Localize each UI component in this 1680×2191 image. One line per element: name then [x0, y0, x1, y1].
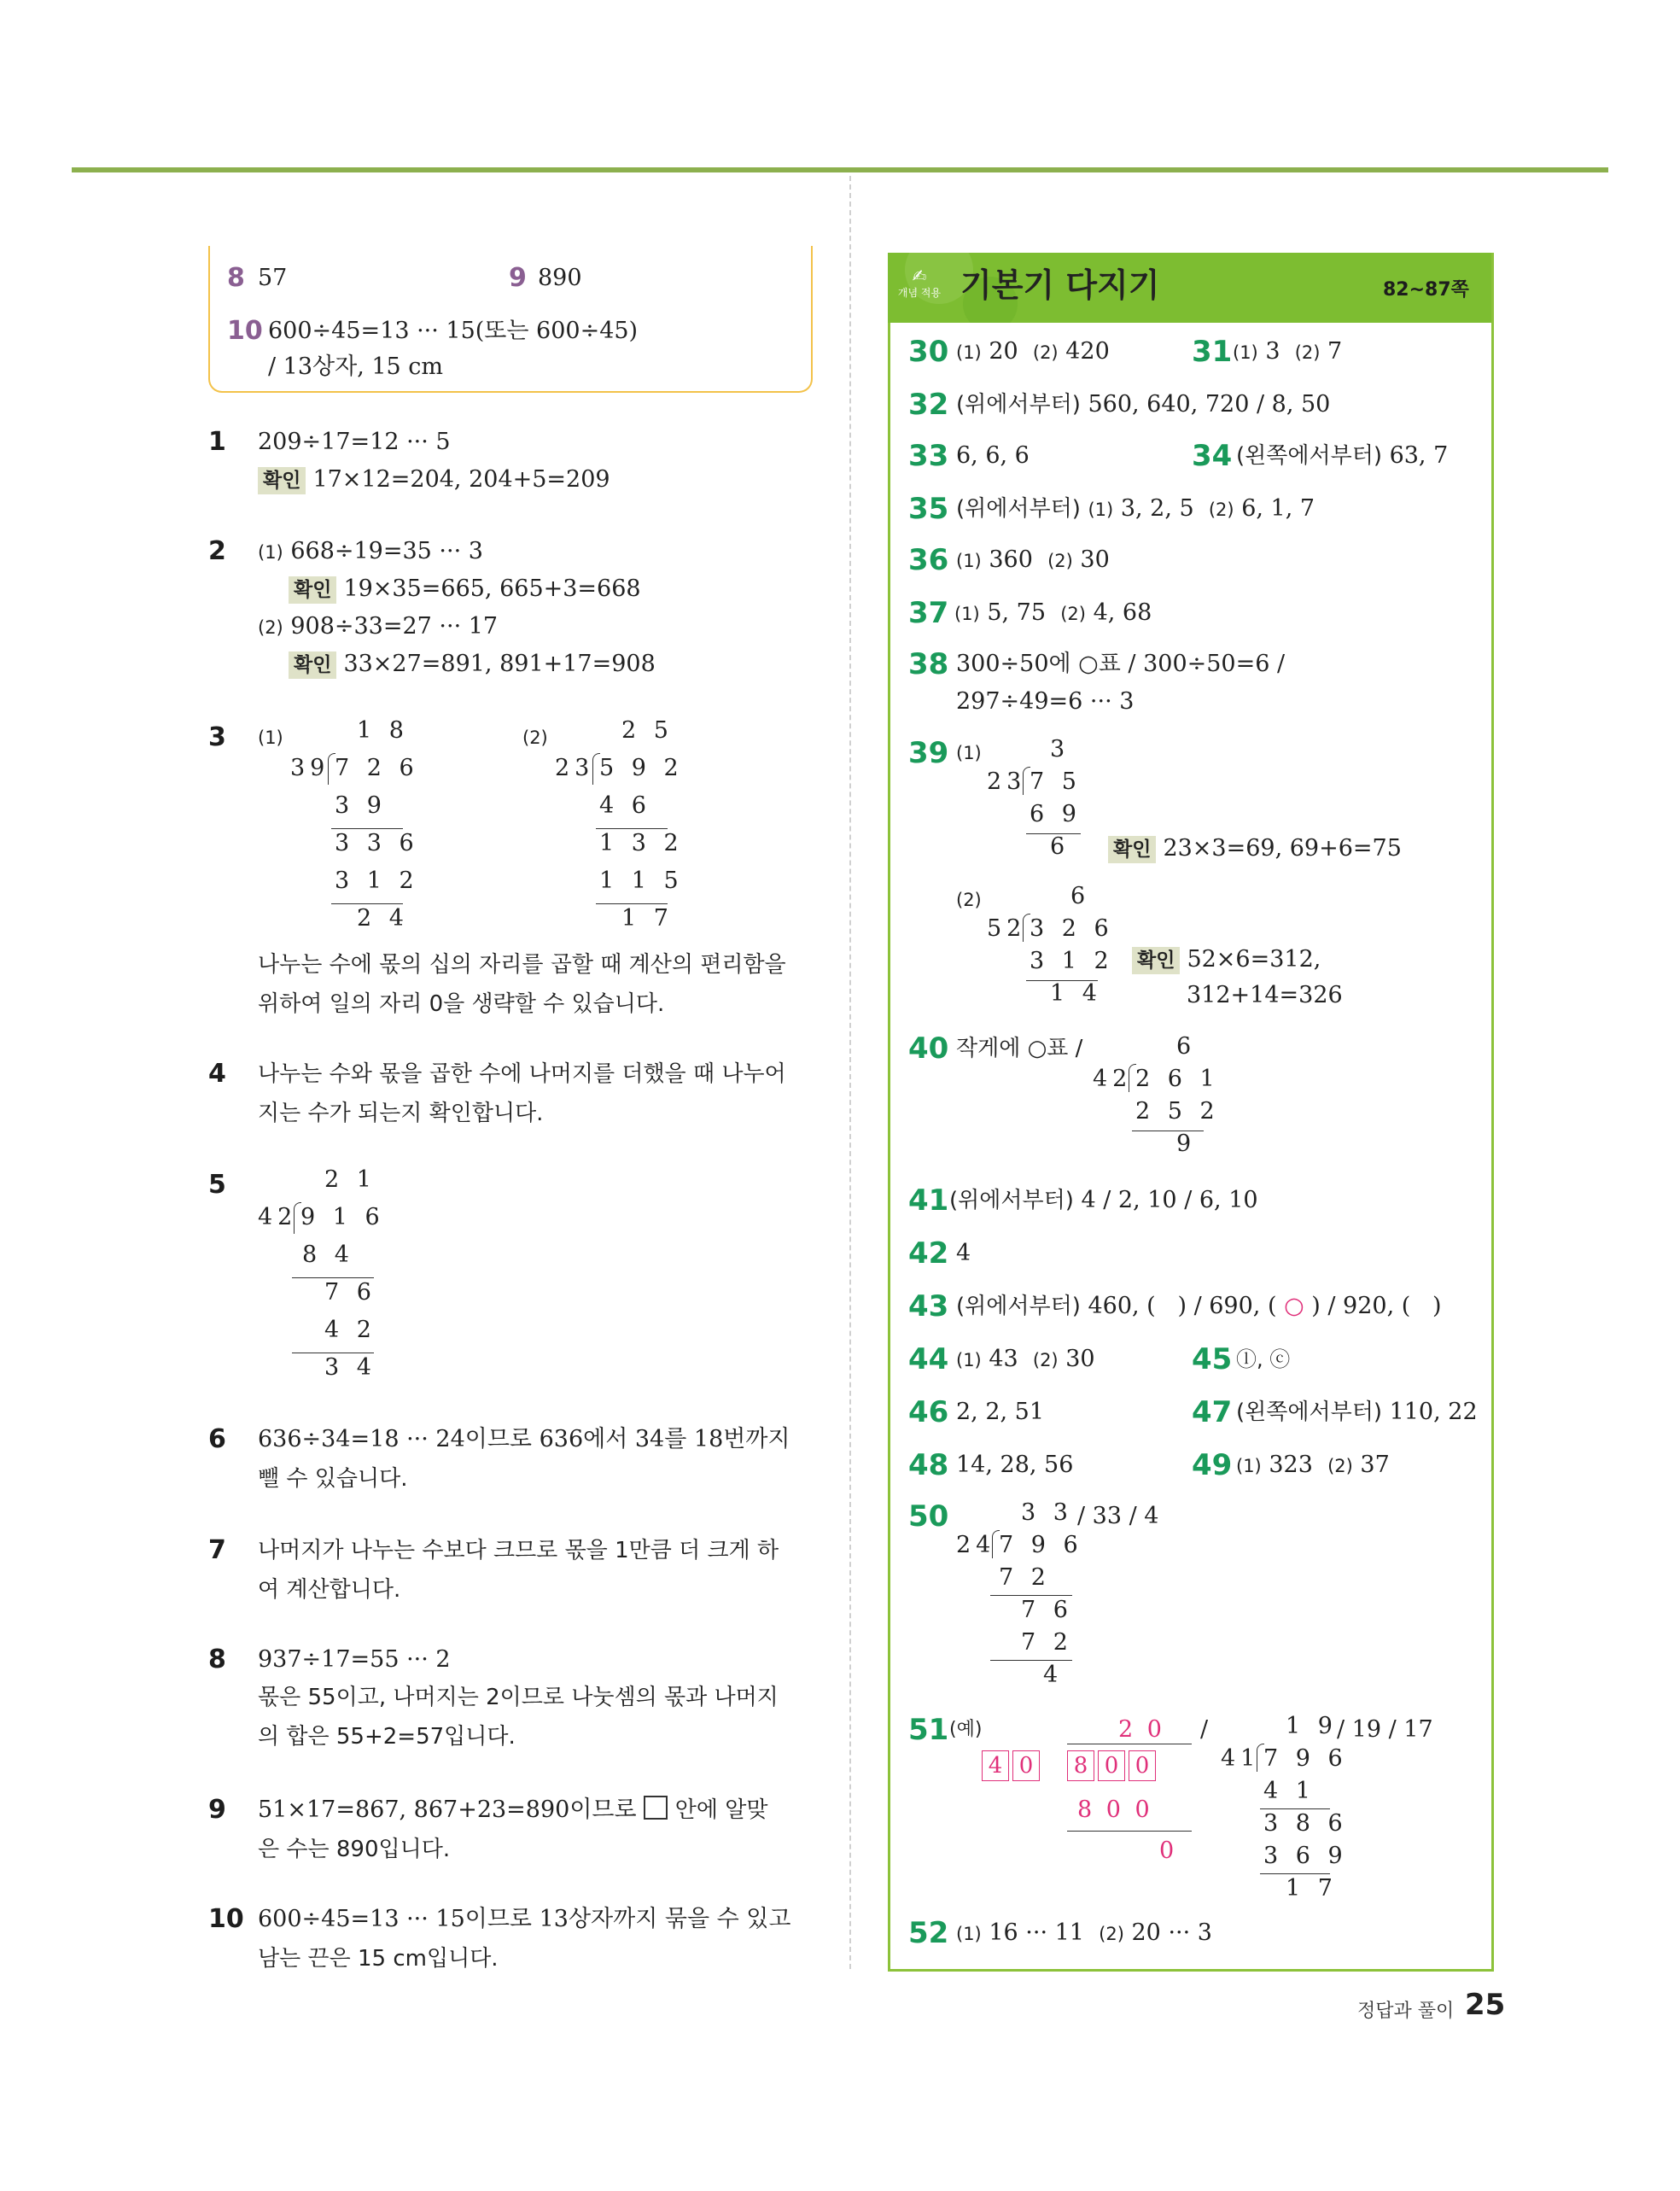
- q33-number: 33: [908, 439, 949, 473]
- q51-subtract-line: [1067, 1831, 1192, 1832]
- q39-marker1: (1): [956, 743, 982, 763]
- digit-box[interactable]: 0: [1129, 1750, 1156, 1781]
- q37-number: 37: [908, 596, 949, 630]
- p3-marker2: (2): [522, 727, 548, 748]
- check-badge: 확인: [258, 467, 306, 494]
- panel-pages: 82~87쪽: [1383, 279, 1469, 301]
- p3-marker1: (1): [258, 727, 283, 748]
- q34-answer: (왼쪽에서부터) 63, 7: [1236, 442, 1449, 469]
- p2-check2: 확인 33×27=891, 891+17=908: [289, 647, 656, 681]
- q51-remainder: 0: [1159, 1838, 1175, 1864]
- concept-tag: ✍ 개념 적용: [892, 266, 947, 307]
- q46-number: 46: [908, 1395, 949, 1429]
- hand-pencil-icon: ✍: [912, 266, 927, 286]
- panel-title: 기본기 다지기: [960, 266, 1160, 304]
- digit-box[interactable]: 0: [1098, 1750, 1125, 1781]
- p5-number: 5: [208, 1170, 226, 1200]
- q50-suffix: / 33 / 4: [1077, 1503, 1159, 1529]
- page-number: 25: [1465, 1988, 1506, 2022]
- p8-number: 8: [208, 1645, 226, 1674]
- p2-number: 2: [208, 536, 226, 566]
- q33-answer: 6, 6, 6: [956, 442, 1030, 469]
- p5-long-division: 2 1 42 9 1 6 8 4 7 6 4 2 3 4: [258, 1166, 385, 1381]
- q30-answer: (1) 20 (2) 420: [956, 338, 1110, 365]
- p8-line3: 의 합은 55+2=57입니다.: [258, 1724, 516, 1750]
- q36-number: 36: [908, 543, 949, 577]
- q51-number: 51: [908, 1713, 949, 1747]
- p4-line1: 나누는 수와 몫을 곱한 수에 나머지를 더했을 때 나누어: [258, 1061, 786, 1087]
- digit-box[interactable]: 4: [982, 1750, 1009, 1781]
- p9-line1: 51×17=867, 867+23=890이므로 안에 알맞: [258, 1797, 768, 1823]
- quotient: 1 8: [357, 717, 409, 744]
- box-q10-line1: 600÷45=13 ··· 15(또는 600÷45): [268, 318, 639, 344]
- p7-line2: 여 계산합니다.: [258, 1577, 401, 1603]
- q51-product: 8 0 0: [1077, 1797, 1153, 1823]
- q51-dividend-boxes: [1067, 1750, 1159, 1781]
- box-q9-number: 9: [509, 263, 527, 293]
- p3-note2: 위하여 일의 자리 0을 생략할 수 있습니다.: [258, 991, 665, 1017]
- box-q10-number: 10: [227, 316, 263, 346]
- digit-box[interactable]: 0: [1012, 1750, 1040, 1781]
- q44-number: 44: [908, 1342, 949, 1376]
- q51-example-mark: (예): [949, 1719, 983, 1740]
- q47-number: 47: [1192, 1395, 1233, 1429]
- q39-check2: 확인 52×6=312,: [1132, 943, 1321, 977]
- p1-check-row: [258, 463, 610, 497]
- p7-number: 7: [208, 1535, 226, 1565]
- q47-answer: (왼쪽에서부터) 110, 22: [1236, 1399, 1478, 1425]
- p6-number: 6: [208, 1424, 226, 1454]
- q48-number: 48: [908, 1448, 949, 1482]
- dividend: 7 2 6: [335, 755, 419, 781]
- q39-check1: 확인 23×3=69, 69+6=75: [1108, 832, 1402, 866]
- q39-long-division-2: 6 52 3 2 6 3 1 2 1 4: [987, 883, 1114, 1007]
- divisor: 39: [290, 755, 330, 781]
- q42-answer: 4: [956, 1240, 971, 1266]
- p2-line2: (2) 908÷33=27 ··· 17: [258, 613, 499, 640]
- p8-line2: 몫은 55이고, 나머지는 2이므로 나눗셈의 몫과 나머지: [258, 1685, 779, 1710]
- q51-suffix: / 19 / 17: [1337, 1716, 1433, 1743]
- p8-line1: 937÷17=55 ··· 2: [258, 1646, 451, 1673]
- q45-number: 45: [1192, 1342, 1233, 1376]
- p9-number: 9: [208, 1795, 226, 1825]
- q39-check2-line2: 312+14=326: [1187, 982, 1343, 1008]
- q31-answer: (1) 3 (2) 7: [1233, 338, 1343, 365]
- box-q8-answer: 57: [258, 265, 288, 291]
- q40-long-division: 6 42 2 6 1 2 5 2 9: [1093, 1033, 1220, 1157]
- q52-number: 52: [908, 1916, 949, 1950]
- q31-number: 31: [1192, 335, 1233, 369]
- box-q9-answer: 890: [538, 265, 582, 291]
- p4-number: 4: [208, 1059, 226, 1089]
- q49-answer: (1) 323 (2) 37: [1236, 1452, 1390, 1478]
- p3-note1: 나누는 수에 몫의 십의 자리를 곱할 때 계산의 편리함을: [258, 952, 786, 978]
- p7-line1: 나머지가 나누는 수보다 크므로 몫을 1만큼 더 크게 하: [258, 1538, 779, 1563]
- q38-line2: 297÷49=6 ··· 3: [956, 688, 1135, 715]
- p1-line1: 209÷17=12 ··· 5: [258, 429, 451, 455]
- q48-answer: 14, 28, 56: [956, 1452, 1074, 1478]
- p3-number: 3: [208, 722, 226, 752]
- q32-number: 32: [908, 388, 949, 422]
- p2-check1: 확인 19×35=665, 665+3=668: [289, 572, 641, 606]
- q51-divisor-boxes: [982, 1750, 1043, 1781]
- p4-line2: 지는 수가 되는지 확인합니다.: [258, 1101, 544, 1126]
- p3-long-division-2: 2 5 23 5 9 2 4 6 1 3 2 1 1 5 1 7: [555, 717, 684, 932]
- column-divider: [849, 176, 851, 1969]
- q44-answer: (1) 43 (2) 30: [956, 1346, 1095, 1372]
- q38-line1: 300÷50에 ○표 / 300÷50=6 /: [956, 651, 1286, 677]
- q42-number: 42: [908, 1236, 949, 1271]
- p3-long-division-1: 1 8 39 7 2 6 3 9 3 3 6 3 1 2 2 4: [290, 717, 419, 932]
- p10-number: 10: [208, 1904, 244, 1934]
- q49-number: 49: [1192, 1448, 1233, 1482]
- q43-answer: (위에서부터) 460, ( ) / 690, ( ○ ) / 920, ( ): [956, 1293, 1442, 1319]
- q46-answer: 2, 2, 51: [956, 1399, 1045, 1425]
- footer-label: 정답과 풀이: [1357, 2001, 1455, 2022]
- q30-number: 30: [908, 335, 949, 369]
- p6-line2: 뺄 수 있습니다.: [258, 1466, 408, 1492]
- box-q8-number: 8: [227, 263, 245, 293]
- p10-line1: 600÷45=13 ··· 15이므로 13상자까지 묶을 수 있고: [258, 1906, 791, 1932]
- q45-answer: ⓛ, ⓒ: [1236, 1347, 1291, 1371]
- blank-box: [644, 1796, 668, 1820]
- q43-number: 43: [908, 1289, 949, 1323]
- p6-line1: 636÷34=18 ··· 24이므로 636에서 34를 18번까지: [258, 1426, 790, 1452]
- q41-number: 41: [908, 1183, 949, 1218]
- box-q10-line2: / 13상자, 15 cm: [268, 353, 444, 380]
- circle-mark: ○: [1284, 1293, 1304, 1319]
- q52-answer: (1) 16 ··· 11 (2) 20 ··· 3: [956, 1919, 1212, 1946]
- q38-number: 38: [908, 647, 949, 681]
- q50-number: 50: [908, 1499, 949, 1534]
- q39-marker2: (2): [956, 890, 982, 910]
- top-rule: [72, 167, 1608, 172]
- q39-number: 39: [908, 736, 949, 770]
- p9-line2: 은 수는 890입니다.: [258, 1837, 451, 1862]
- q40-number: 40: [908, 1031, 949, 1066]
- q37-answer: (1) 5, 75 (2) 4, 68: [954, 599, 1152, 626]
- q35-answer: (위에서부터) (1) 3, 2, 5 (2) 6, 1, 7: [956, 495, 1315, 522]
- q36-answer: (1) 360 (2) 30: [956, 546, 1110, 573]
- q39-long-division-1: 3 23 7 5 6 9 6: [987, 736, 1082, 860]
- p1-number: 1: [208, 427, 226, 457]
- q34-number: 34: [1192, 439, 1233, 473]
- p10-line2: 남는 끈은 15 cm입니다.: [258, 1946, 499, 1972]
- q51-long-division: 1 9 41 7 9 6 4 1 3 8 6 3 6 9 1 7: [1221, 1713, 1348, 1902]
- digit-box[interactable]: 8: [1067, 1750, 1094, 1781]
- q32-answer: (위에서부터) 560, 640, 720 / 8, 50: [956, 391, 1331, 418]
- q40-prefix: 작게에 ○표 /: [956, 1036, 1083, 1061]
- q51-slash: /: [1200, 1716, 1209, 1743]
- q41-answer: (위에서부터) 4 / 2, 10 / 6, 10: [949, 1187, 1258, 1213]
- q51-quotient: 2 0: [1118, 1716, 1165, 1743]
- p2-line1: (1) 668÷19=35 ··· 3: [258, 538, 483, 564]
- p1-check: 17×12=204, 204+5=209: [312, 466, 610, 493]
- q35-number: 35: [908, 492, 949, 526]
- q50-long-division: 3 3 24 7 9 6 7 2 7 6 7 2 4: [956, 1499, 1083, 1688]
